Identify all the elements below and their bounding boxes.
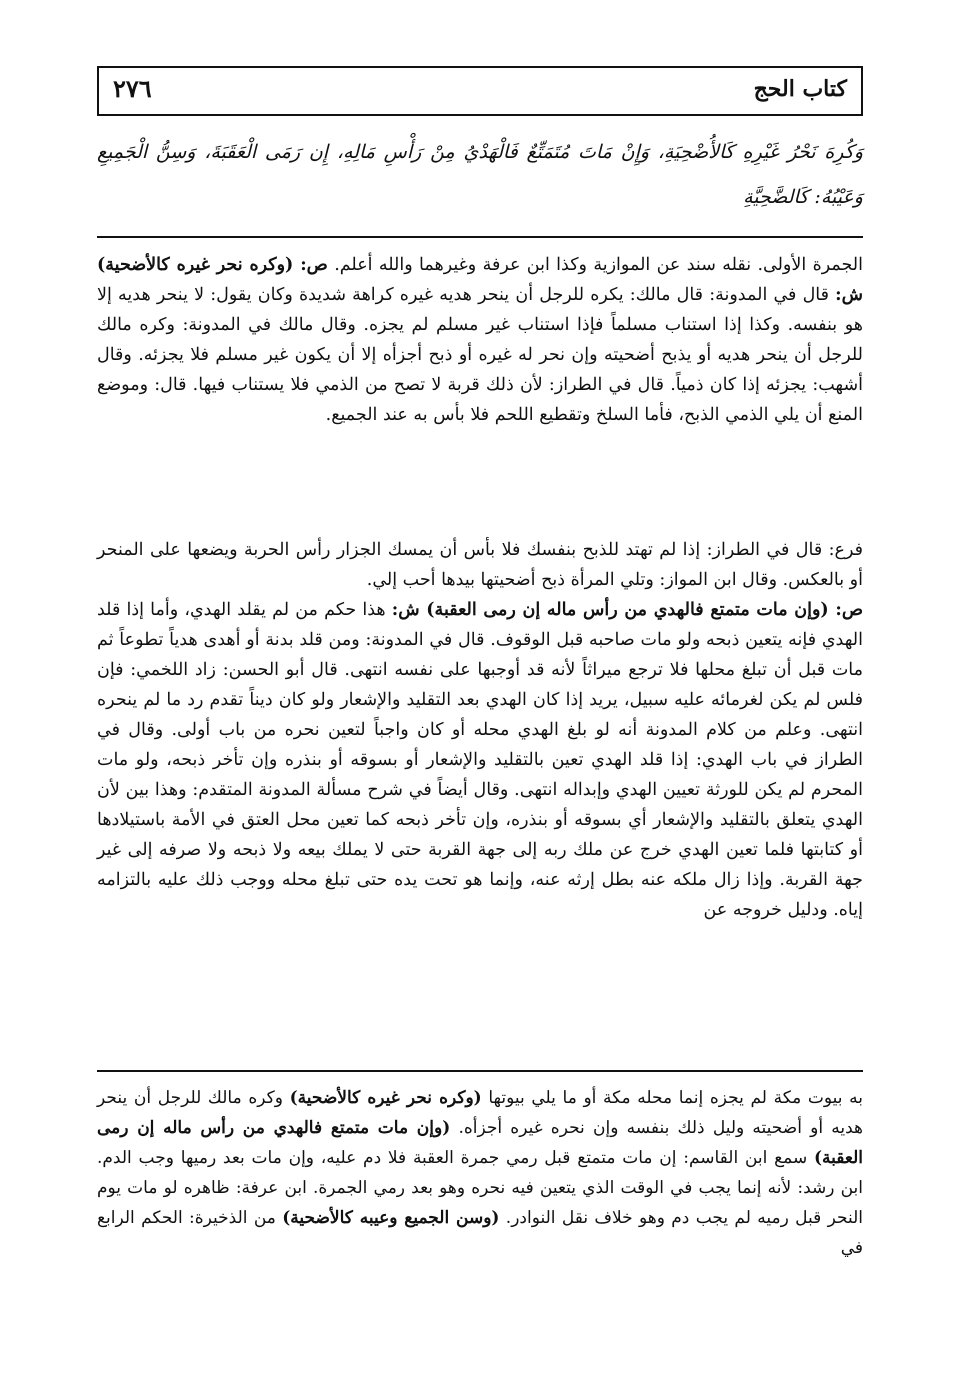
margin-notes xyxy=(97,1083,863,1263)
text-run: هذا حكم من لم يقلد الهدي، وأما إذا قلد الهدي فإنه يتعين ذبحه ولو مات صاحبه قبل الوقوف. قال في المدونة: ومن قلد بدنة أو أهدى هدياً تطوعاً ثم مات قبل أن تبلغ محلها فلا ترجع ميراثاً لأنه قد أوجبها على نفسه انتهى. قال أبو الحسن: زاد اللخمي: فإن فلس لم يكن لغرمائه عليه سبيل، يريد إذا كان الهدي بعد التقليد والإشعار ولو كان ديناً تقدم رد ما لم ينحره انتهى. وعلم من كلام المدونة أنه لو بلغ الهدي محله أو كان واجباً لتعين نحره من باب أولى. وقال في الطراز في باب الهدي: إذا قلد الهدي تعين بالتقليد والإشعار أو بسوقه أو بنذره وإن تأخر ذبحه، ولو مات المحرم لم يكن للورثة تعيين الهدي وإبداله انتهى. وقال أيضاً في شرح مسألة المدونة المتقدم: وهذا بين لأن الهدي يتعلق بالتقليد والإشعار أي بسوقه أو بنذره، وإن تأخر ذبحه كما تعين محل العتق في الأمة باستيلادها أو كتابتها فلما تعين الهدي خرج عن ملك ربه إلى جهة القربة حتى لا يملك بيعه ولا ذبحه ولا صرفه إلى غير جهة القربة. وإذا زال ملكه عنه بطل إرثه عنه، وإنما هو تحت يده حتى تبلغ محله ووجب ذلك عليه بالتزامه إياه. ودليل خروجه عن xyxy=(97,600,863,920)
note-run: وكره مالك للرجل أن ينحر هديه أو أضحيته وليل ذلك بنفسه وإن نحره غيره أجزأه. xyxy=(97,1088,863,1138)
text-run: الجمرة الأولى. نقله سند عن الموازية وكذا ابن عرفة وغيرهما والله أعلم. xyxy=(327,255,863,275)
quote-run: ص: (وكره نحر غيره كالأضحية) ش: xyxy=(97,255,863,305)
matn-text: وَكُرِهَ نَحْرُ غَيْرِهِ كَالأُضْحِيَةِ، وَإِنْ مَاتَ مُتَمَتِّعٌ فَالْهَدْيُ مِنْ رَأْسِ مَالِهِ، إِن رَمَى الْعَقَبَةَ، وَسِنُّ الْجَمِيعِ وَعَيْبُهُ: كَالضَّحِيَّةِ xyxy=(97,141,863,208)
commentary-block-2 xyxy=(97,535,863,925)
note-run: به بيوت مكة لم يجزه إنما محله مكة أو ما يلي بيوتها xyxy=(481,1088,863,1108)
note-quote-run: (وسن الجميع وعيبه كالأضحية) xyxy=(282,1208,500,1228)
note-quote-run: (وكره نحر غيره كالأضحية) xyxy=(289,1088,482,1108)
footnote-divider xyxy=(97,1070,863,1072)
note-run: سمع ابن القاسم: إن مات متمتع قبل رمي جمرة العقبة فلا دم عليه، وإن مات بعد رميها وجب الدم. ابن رشد: لأنه إنما يجب في الوقت الذي يتعين فيه نحره وهو بعد رمي الجمرة. ابن عرفة: ظاهره لو مات يوم النحر قبل رميه لم يجب دم وهو خلاف نقل النوادر. xyxy=(97,1148,863,1228)
commentary-paragraph-3 xyxy=(97,595,863,925)
commentary-paragraph-1 xyxy=(97,250,863,430)
divider-rule xyxy=(97,236,863,238)
text-run: فرع: قال في الطراز: إذا لم تهتد للذبح بنفسك فلا بأس أن يمسك الجزار رأس الحربة ويضعها على المنحر أو بالعكس. وقال ابن المواز: وتلي المرأة ذبح أضحيتها بيدها أحب إلي. xyxy=(97,540,863,590)
running-header xyxy=(97,66,863,116)
book-title: كتاب الحج xyxy=(753,76,847,102)
note-run: من الذخيرة: الحكم الرابع في xyxy=(97,1208,863,1258)
page-number: ٢٧٦ xyxy=(113,74,152,103)
quote-run: ص: (وإن مات متمتع فالهدي من رأس ماله إن رمى العقبة) ش: xyxy=(391,600,863,620)
commentary-paragraph-2 xyxy=(97,535,863,595)
text-run: قال في المدونة: قال مالك: يكره للرجل أن ينحر هديه غيره كراهة شديدة وكان يقول: لا ينحر هديه إلا هو بنفسه. وكذا إذا استناب مسلماً فإذا استناب غير مسلم لم يجزه. وقال مالك في المدونة: وكره مالك للرجل أن ينحر هديه أو يذبح أضحيته وإن نحر له غيره أو ذبح أجزأه إلا أن يكون غير مسلم فلا يجزئه. وقال أشهب: يجزئه إذا كان ذمياً. قال في الطراز: لأن ذلك قربة لا تصح من الذمي فلا يستناب فيها. قال: وموضع المنع أن يلي الذمي الذبح، فأما السلخ وتقطيع اللحم فلا بأس به عند الجميع. xyxy=(97,285,863,425)
note-quote-run: (وإن مات متمتع فالهدي من رأس ماله إن رمى العقبة) xyxy=(97,1118,863,1168)
